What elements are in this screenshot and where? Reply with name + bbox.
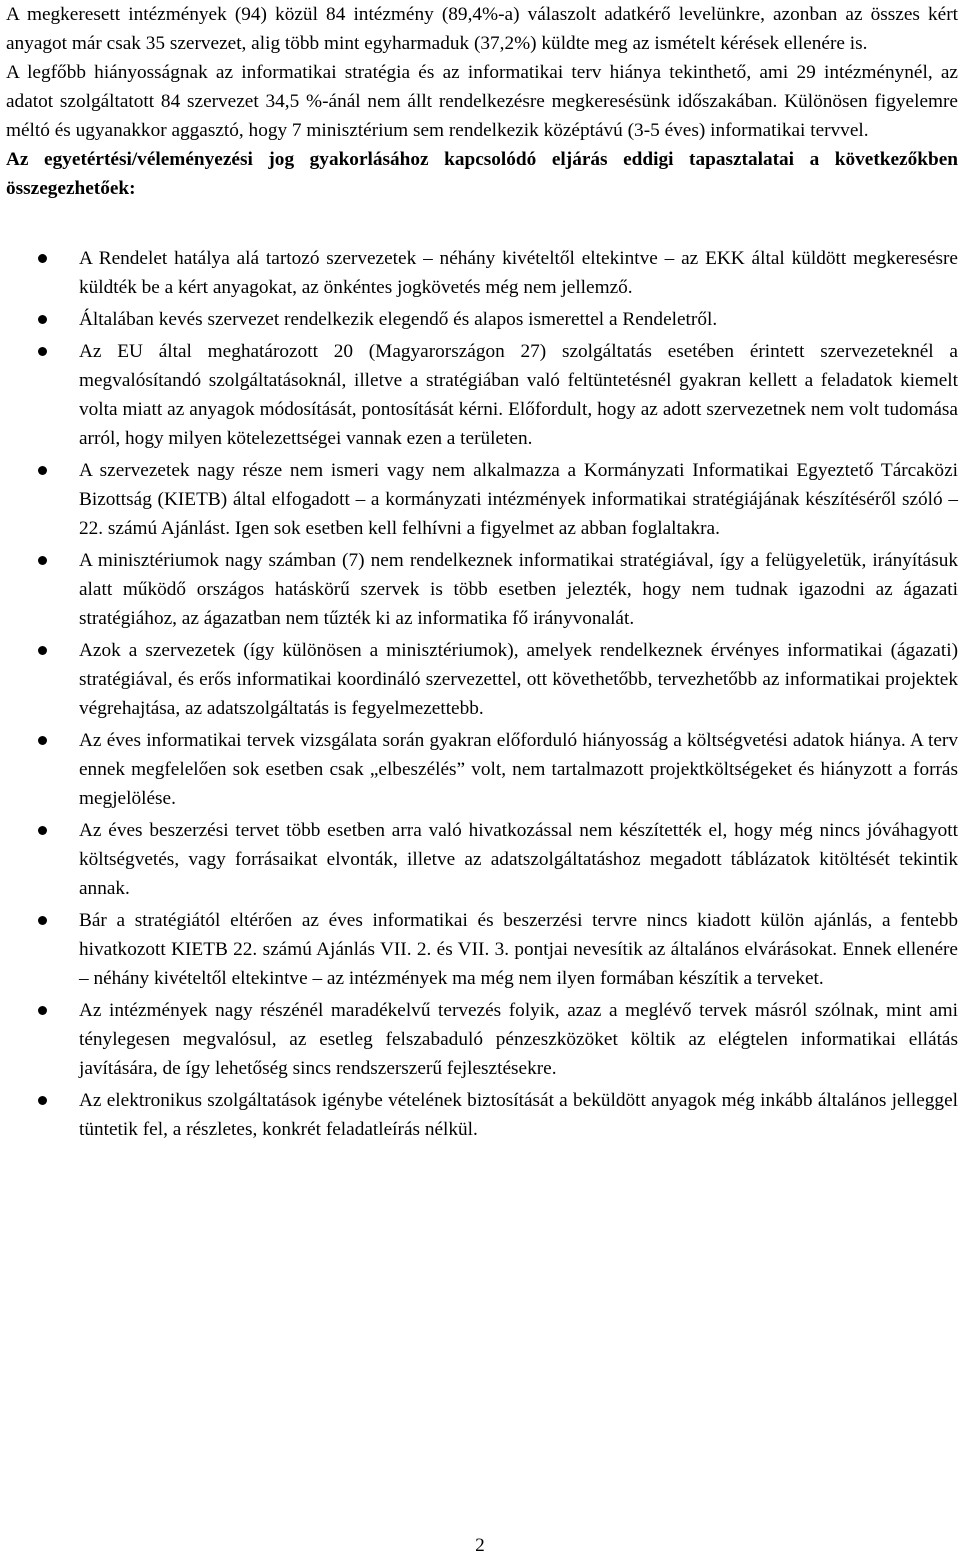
list-item <box>6 726 958 813</box>
list-item <box>6 546 958 633</box>
list-item-text: Általában kevés szervezet rendelkezik elegendő és alapos ismerettel a Rendeletről. <box>79 309 718 330</box>
bullet-icon <box>38 916 47 925</box>
deficiency-paragraph: A legfőbb hiányosságnak az informatikai stratégia és az informatikai terv hiánya tekinthető, ami 29 intézménynél, az adatot szolgáltatott 84 szervezet 34,5 %-ánál nem állt rendelkezésre megkeresésünk időszakában. Különösen figyelemre méltó és ugyanakkor aggasztó, hogy 7 minisztérium sem rendelkezik középtávú (3-5 éves) informatikai tervvel. <box>6 62 958 141</box>
list-item-text: Bár a stratégiától eltérően az éves informatikai és beszerzési tervre nincs kiadott külön ajánlás, a fentebb hivatkozott KIETB 22. számú Ajánlás VII. 2. és VII. 3. pontjai nevesítik az általános elvárásokat. Ennek ellenére – néhány kivételtől eltekintve – az intézmények ma még nem ilyen formában készítik a terveket. <box>79 910 958 989</box>
bullet-icon <box>38 1096 47 1105</box>
list-item-text: Az éves beszerzési tervet több esetben arra való hivatkozással nem készítették el, hogy még nincs jóváhagyott költségvetés, vagy forrásaikat elvonták, illetve az adatszolgáltatáshoz megadott táblázatok kitöltését tekintik annak. <box>79 820 958 899</box>
bullet-icon <box>38 1006 47 1015</box>
list-item-text: A szervezetek nagy része nem ismeri vagy nem alkalmazza a Kormányzati Informatikai Egyeztető Tárcaközi Bizottság (KIETB) által elfogadott – a kormányzati intézmények informatikai stratégiájának készítéséről szóló – 22. számú Ajánlást. Igen sok esetben kell felhívni a figyelmet az abban foglaltakra. <box>79 460 958 539</box>
list-item <box>6 636 958 723</box>
bullet-icon <box>38 646 47 655</box>
bullet-icon <box>38 347 47 356</box>
list-item <box>6 996 958 1083</box>
list-item <box>6 456 958 543</box>
list-item <box>6 1086 958 1144</box>
list-item-text: Az elektronikus szolgáltatások igénybe vételének biztosítását a beküldött anyagok még inkább általános jelleggel tüntetik fel, a részletes, konkrét feladatleírás nélkül. <box>79 1090 958 1140</box>
bullet-icon <box>38 736 47 745</box>
list-item-text: Azok a szervezetek (így különösen a minisztériumok), amelyek rendelkeznek érvényes informatikai (ágazati) stratégiával, és erős informatikai koordináló szervezettel, ott követhetőbb, tervezhetőbb az informatikai projektek végrehajtása, az adatszolgáltatás is fegyelmezettebb. <box>79 640 958 719</box>
list-item <box>6 337 958 453</box>
bullet-icon <box>38 466 47 475</box>
document-page <box>6 0 958 1147</box>
page-number: 2 <box>475 1535 485 1556</box>
list-item <box>6 244 958 302</box>
list-item <box>6 305 958 334</box>
list-item <box>6 906 958 993</box>
list-item-text: A minisztériumok nagy számban (7) nem rendelkeznek informatikai stratégiával, így a felügyeletük, irányításuk alatt működő országos hatáskörű szervek is több esetben jelezték, hogy nem tudnak igazodni az ágazati stratégiához, az ágazatban nem tűzték ki az informatika fő irányvonalát. <box>79 550 958 629</box>
findings-list <box>6 244 958 1144</box>
bullet-icon <box>38 556 47 565</box>
list-item-text: Az éves informatikai tervek vizsgálata során gyakran előforduló hiányosság a költségvetési adatok hiánya. A terv ennek megfelelően sok esetben csak „elbeszélés” volt, nem tartalmazott projektköltségeket és hiányzott a forrás megjelölése. <box>79 730 958 809</box>
list-item <box>6 816 958 903</box>
bullet-icon <box>38 315 47 324</box>
section-heading: Az egyetértési/véleményezési jog gyakorlásához kapcsolódó eljárás eddigi tapasztalatai a következőkben összegezhetőek: <box>6 149 958 199</box>
bullet-icon <box>38 826 47 835</box>
list-item-text: Az intézmények nagy részénél maradékelvű tervezés folyik, azaz a meglévő tervek másról szólnak, mint ami ténylegesen megvalósul, az esetleg felszabaduló pénzeszközöket költik az elégtelen informatikai ellátás javítására, de így lehetőség sincs rendszerszerű fejlesztésekre. <box>79 1000 958 1079</box>
bullet-icon <box>38 254 47 263</box>
list-item-text: Az EU által meghatározott 20 (Magyarországon 27) szolgáltatás esetében érintett szervezeteknél a megvalósítandó szolgáltatásoknál, illetve a stratégiában való feltüntetésnél gyakran kellett a feladatok kiemelt volta miatt az anyagok módosítását, pontosítását kérni. Előfordult, hogy az adott szervezetnek nem volt tudomása arról, hogy milyen kötelezettségei vannak ezen a területen. <box>79 341 958 449</box>
intro-paragraph: A megkeresett intézmények (94) közül 84 intézmény (89,4%-a) válaszolt adatkérő levelünkre, azonban az összes kért anyagot már csak 35 szervezet, alig több mint egyharmaduk (37,2%) küldte meg az ismételt kérések ellenére is. <box>6 4 958 54</box>
list-item-text: A Rendelet hatálya alá tartozó szervezetek – néhány kivételtől eltekintve – az EKK által küldött megkeresésre küldték be a kért anyagokat, az önkéntes jogkövetés még nem jellemző. <box>79 248 958 298</box>
